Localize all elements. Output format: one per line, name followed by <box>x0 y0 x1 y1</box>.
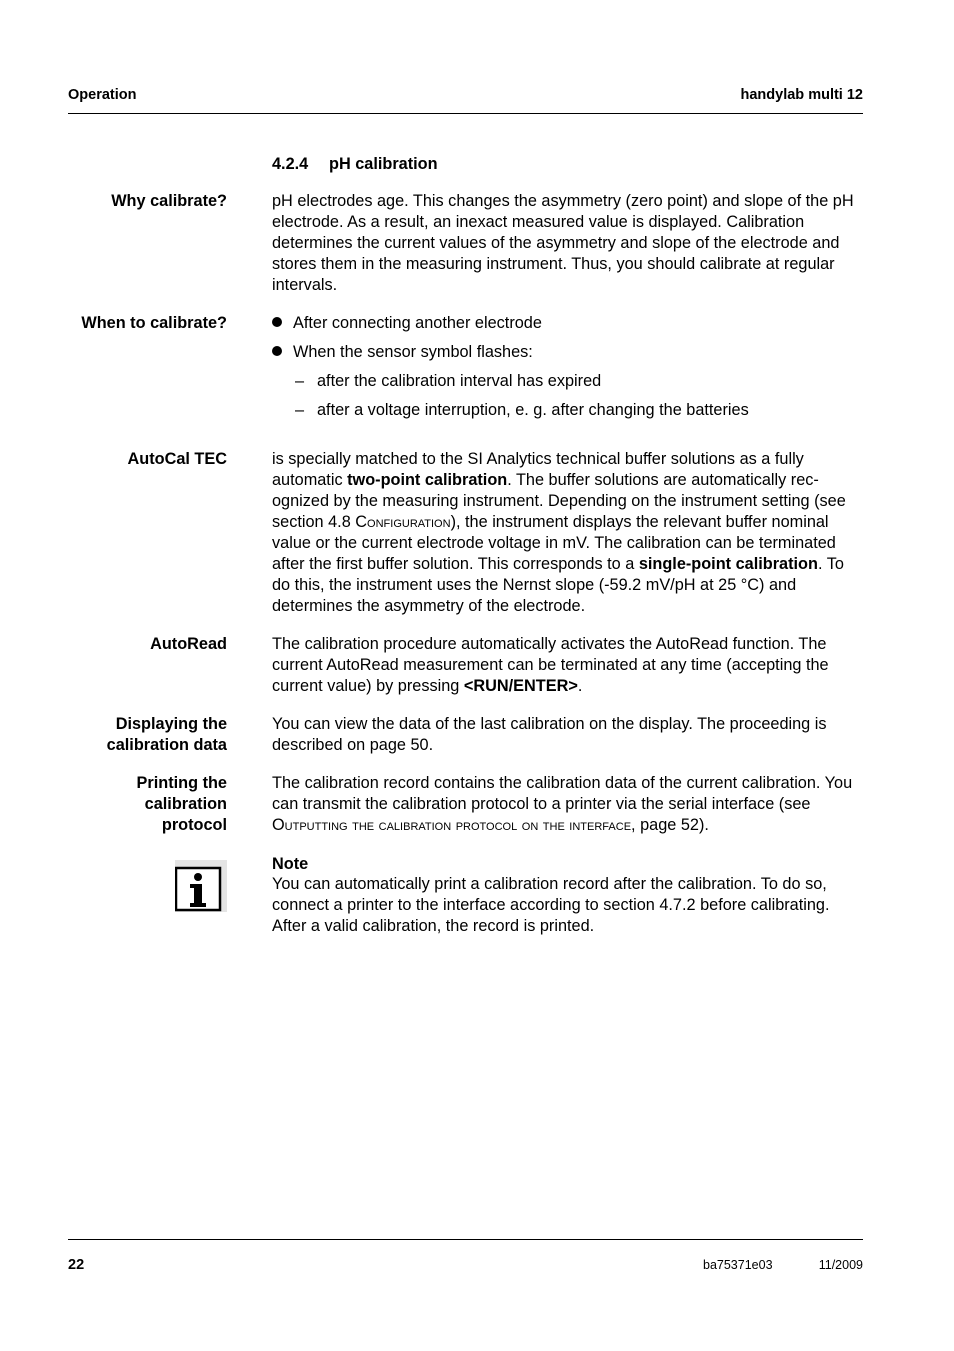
header-product-name: handylab multi 12 <box>740 87 863 103</box>
list-item: After connecting another electrode <box>272 313 542 334</box>
sub-list-item: – after the calibration interval has expired <box>295 372 602 390</box>
why-calibrate-label: Why calibrate? <box>111 192 227 210</box>
section-title: pH calibration <box>329 155 438 173</box>
printing-label: Printing the calibration protocol <box>136 774 227 834</box>
autoread-text: The calibration procedure automatically activates the AutoRead function. The current AutoRead measurement can be terminated at any time (accepting the current value) by pressing <RUN/ENTER>. <box>272 635 829 695</box>
when-calibrate-label: When to calibrate? <box>81 314 227 332</box>
bullet-icon <box>272 346 282 356</box>
display-data-text: You can view the data of the last calibration on the display. The proceeding is described on page 50. <box>272 715 827 754</box>
dash-icon: – <box>295 401 305 419</box>
autocal-text: is specially matched to the SI Analytics technical buffer solutions as a fully automatic two-point calibration. The buffer solutions are automatically recognized by the measuring instrument. Depending on the instrument setting (see section 4.8 Configuration), the instrument displays the relevant buffer nominal value or the current electrode voltage in mV. The calibration can be terminated after the first buffer solution. This corresponds to a single-point calibration. To do this, the instrument uses the Nernst slope (-59.2 mV/pH at 25 °C) and determines the asymmetry of the electrode. <box>272 450 846 615</box>
printing-text: The calibration record contains the calibration data of the current calibration. You can transmit the calibration protocol to a printer via the serial interface (see Outputting the calibration protocol on the interface, page 52). <box>272 774 853 834</box>
header-rule <box>68 113 863 114</box>
note-title: Note <box>272 855 309 873</box>
bullet-icon <box>272 317 282 327</box>
autoread-label: AutoRead <box>150 635 227 653</box>
info-icon <box>175 860 227 912</box>
why-calibrate-text: pH electrodes age. This changes the asymmetry (zero point) and slope of the pH electrode. As a result, an inexact measured value is displayed. Calibration determines the current values of the asymmetry and slope of the electrode and stores them in the measuring instrument. Thus, you should calibrate at regular intervals. <box>272 192 854 294</box>
page-number: 22 <box>68 1257 85 1273</box>
autocal-label: AutoCal TEC <box>127 450 227 468</box>
list-item: When the sensor symbol flashes: <box>272 342 533 363</box>
document-id: ba75371e03 <box>703 1258 773 1272</box>
dash-icon: – <box>295 372 305 390</box>
note-text: You can automatically print a calibration record after the calibration. To do so, connect a printer to the interface according to section 4.7.2 before calibrating. After a valid calibration, the record is printed. <box>272 875 830 935</box>
display-data-label: Displaying the calibration data <box>106 715 227 754</box>
sub-list-item: – after a voltage interruption, e. g. after changing the batteries <box>295 401 749 419</box>
header-section-title: Operation <box>68 87 137 103</box>
document-date: 11/2009 <box>818 1258 863 1272</box>
section-number: 4.2.4 <box>272 155 309 173</box>
footer-rule <box>68 1239 863 1240</box>
section-heading <box>272 155 438 174</box>
